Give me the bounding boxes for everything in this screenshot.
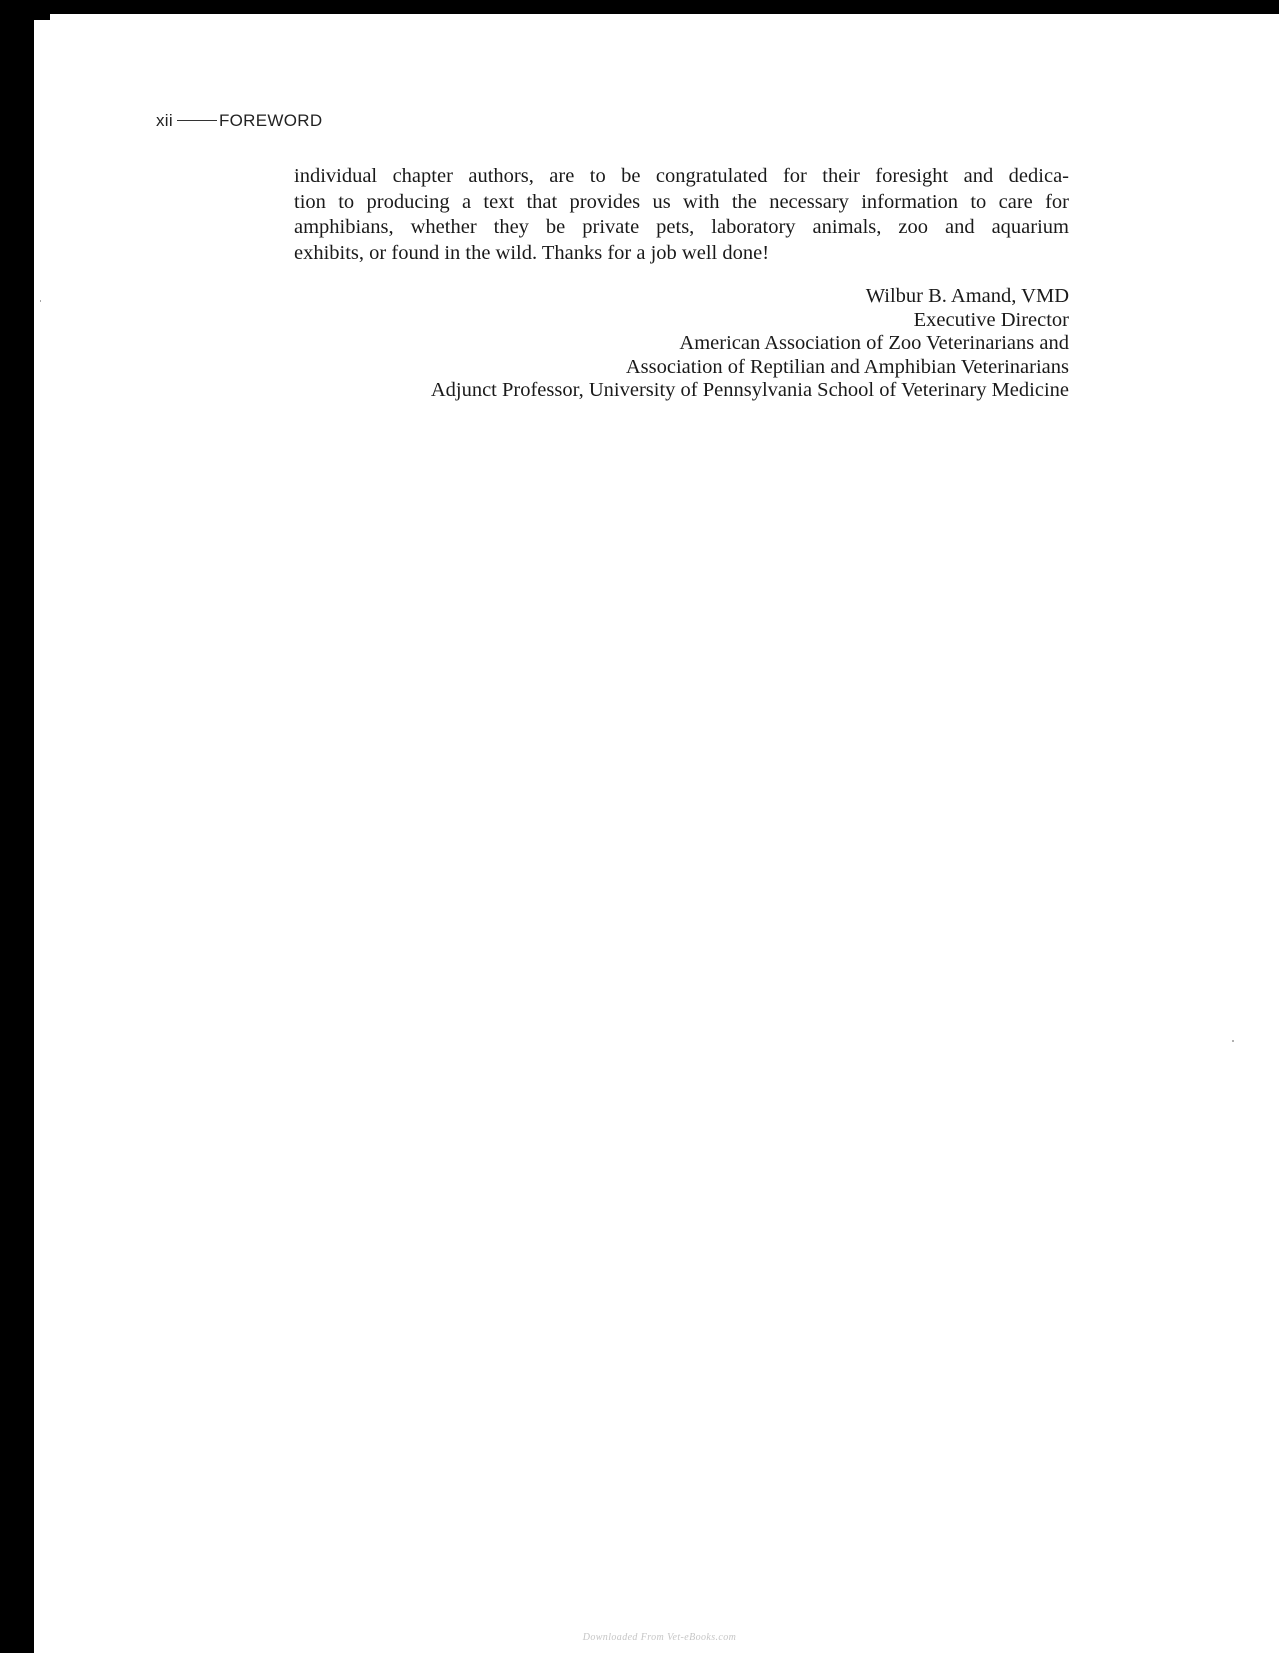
running-head [156,111,322,131]
page-number: xii [156,111,173,130]
scan-notch [34,14,50,20]
body-line: amphibians, whether they be private pets, laboratory animals, zoo and aquarium [294,216,1069,238]
signature-name: Wilbur B. Amand, VMD [865,285,1069,307]
body-line: exhibits, or found in the wild. Thanks for a job well done! [294,241,770,264]
download-watermark: Downloaded From Vet-eBooks.com [582,1632,737,1643]
body-line: tion to producing a text that provides us with the necessary information to care for [294,190,1069,213]
signature-block [300,285,1069,403]
scan-speck [1232,1040,1234,1042]
foreword-body [294,164,1069,266]
signature-org-line-2: Association of Reptilian and Amphibian Veterinarians [625,355,1069,378]
scan-border-left [0,0,34,1653]
signature-affiliation: Adjunct Professor, University of Pennsylvania School of Veterinary Medicine [430,379,1069,401]
running-head-rule [177,120,217,121]
section-title: FOREWORD [218,111,323,130]
scan-border-top [0,0,1279,14]
scan-speck [40,300,41,302]
signature-org-line-1: American Association of Zoo Veterinarians and [679,332,1069,354]
body-line: individual chapter authors, are to be congratulated for their foresight and dedica- [294,165,1069,187]
signature-title: Executive Director [913,308,1069,331]
